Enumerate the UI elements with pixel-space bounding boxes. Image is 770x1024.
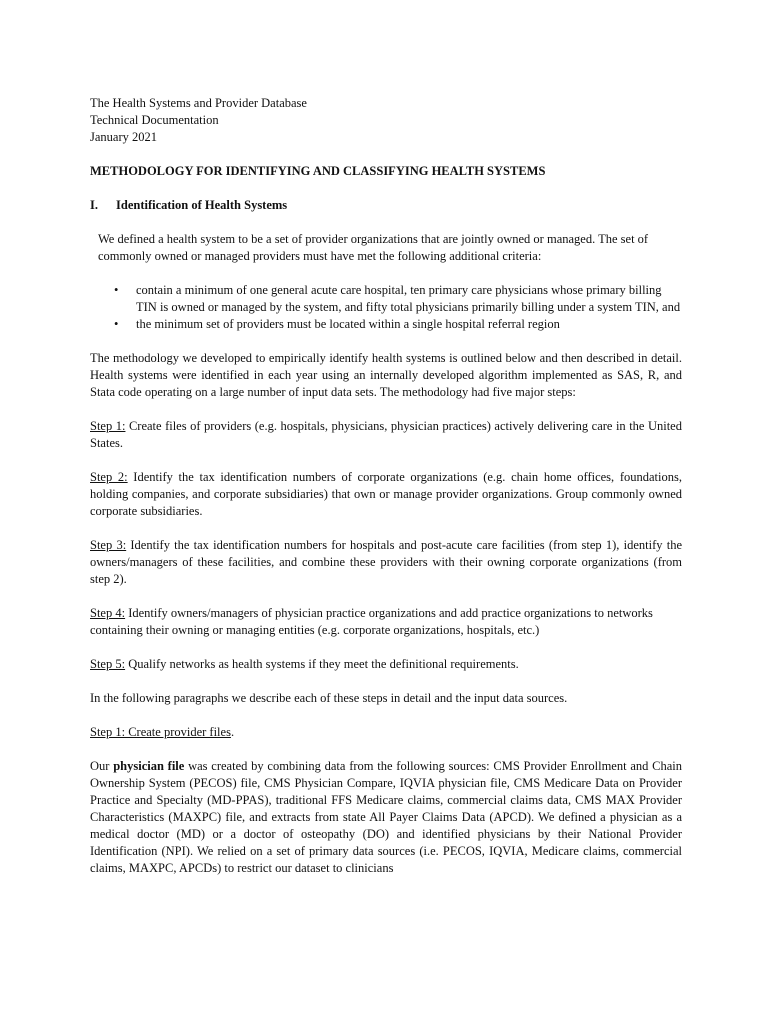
doc-type: Technical Documentation — [90, 113, 219, 127]
step-label: Step 4: — [90, 606, 126, 620]
step-text: Identify the tax identification numbers of corporate organizations (e.g. chain home offices, foundations, holding companies, and corporate subsidiaries) that own or manage provider organizations. Group commonly owned corporate subsidiaries. — [90, 470, 682, 518]
document-header — [90, 95, 682, 146]
step-paragraph — [90, 605, 682, 639]
bullet-icon: • — [114, 283, 119, 297]
bullet-icon: • — [114, 317, 119, 331]
step1-heading-period: . — [230, 725, 235, 739]
step-text: Identify the tax identification numbers for hospitals and post-acute care facilities (from step 1), identify the owners/managers of these facilities, and combine these providers with their owning corporate organizations (from step 2). — [90, 538, 682, 586]
step-label: Step 2: — [90, 470, 128, 484]
following-paragraph: In the following paragraphs we describe each of these steps in detail and the input data sources. — [90, 691, 568, 705]
list-item-text: the minimum set of providers must be located within a single hospital referral region — [136, 317, 560, 331]
section-number: I. — [90, 198, 98, 212]
step-label: Step 3: — [90, 538, 127, 552]
physician-paragraph — [90, 758, 682, 877]
criteria-list — [90, 282, 682, 333]
list-item — [114, 316, 682, 333]
list-item — [114, 282, 682, 316]
step-paragraph — [90, 469, 682, 520]
step-paragraph — [90, 537, 682, 588]
step-text: Create files of providers (e.g. hospitals, physicians, physician practices) actively delivering care in the United States. — [90, 419, 682, 450]
step-paragraph — [90, 418, 682, 452]
database-name: The Health Systems and Provider Database — [90, 96, 307, 110]
step-label: Step 5: — [90, 657, 126, 671]
document-page — [90, 95, 682, 877]
step-text: Identify owners/managers of physician practice organizations and add practice organizations to networks containing their owning or managing entities (e.g. corporate organizations, hospitals, etc.) — [90, 606, 653, 637]
step-text: Qualify networks as health systems if they meet the definitional requirements. — [125, 657, 519, 671]
document-title: METHODOLOGY FOR IDENTIFYING AND CLASSIFYING HEALTH SYSTEMS — [90, 164, 546, 178]
section-title: Identification of Health Systems — [116, 198, 288, 212]
step1-heading-text: Step 1: Create provider files — [90, 725, 231, 739]
physician-lead: Our — [90, 759, 114, 773]
doc-date: January 2021 — [90, 130, 157, 144]
step-label: Step 1: — [90, 419, 126, 433]
physician-file-term: physician file — [113, 759, 185, 773]
intro-paragraph: We defined a health system to be a set of provider organizations that are jointly owned or managed. The set of commonly owned or managed providers must have met the following additional criteria: — [98, 232, 649, 263]
list-item-text: contain a minimum of one general acute care hospital, ten primary care physicians whose primary billing TIN is owned or managed by the system, and fifty total physicians primarily billing under a system TIN, and — [136, 283, 681, 314]
methodology-paragraph: The methodology we developed to empirically identify health systems is outlined below and then described in detail. Health systems were identified in each year using an internally developed algorithm implemented as SAS, R, and Stata code operating on a large number of input data sets. The methodology had five major steps: — [90, 351, 682, 399]
section-heading — [90, 197, 682, 214]
physician-text: was created by combining data from the following sources: CMS Provider Enrollment and Chain Ownership System (PECOS) file, CMS Physician Compare, IQVIA physician file, CMS Medicare Data on Provider Practice and Specialty (MD-PPAS), traditional FFS Medicare claims, commercial claims data, CMS MAX Provider Characteristics (MAXPC) file, and extracts from state All Payer Claims Data (APCD). We defined a physician as a medical doctor (MD) or a doctor of osteopathy (DO) and identified physicians by their National Provider Identification (NPI). We relied on a set of primary data sources (i.e. PECOS, IQVIA, Medicare claims, commercial claims, MAXPC, APCDs) to restrict our dataset to clinicians — [90, 759, 682, 875]
step-paragraph — [90, 656, 682, 673]
step1-subheading — [90, 724, 682, 741]
